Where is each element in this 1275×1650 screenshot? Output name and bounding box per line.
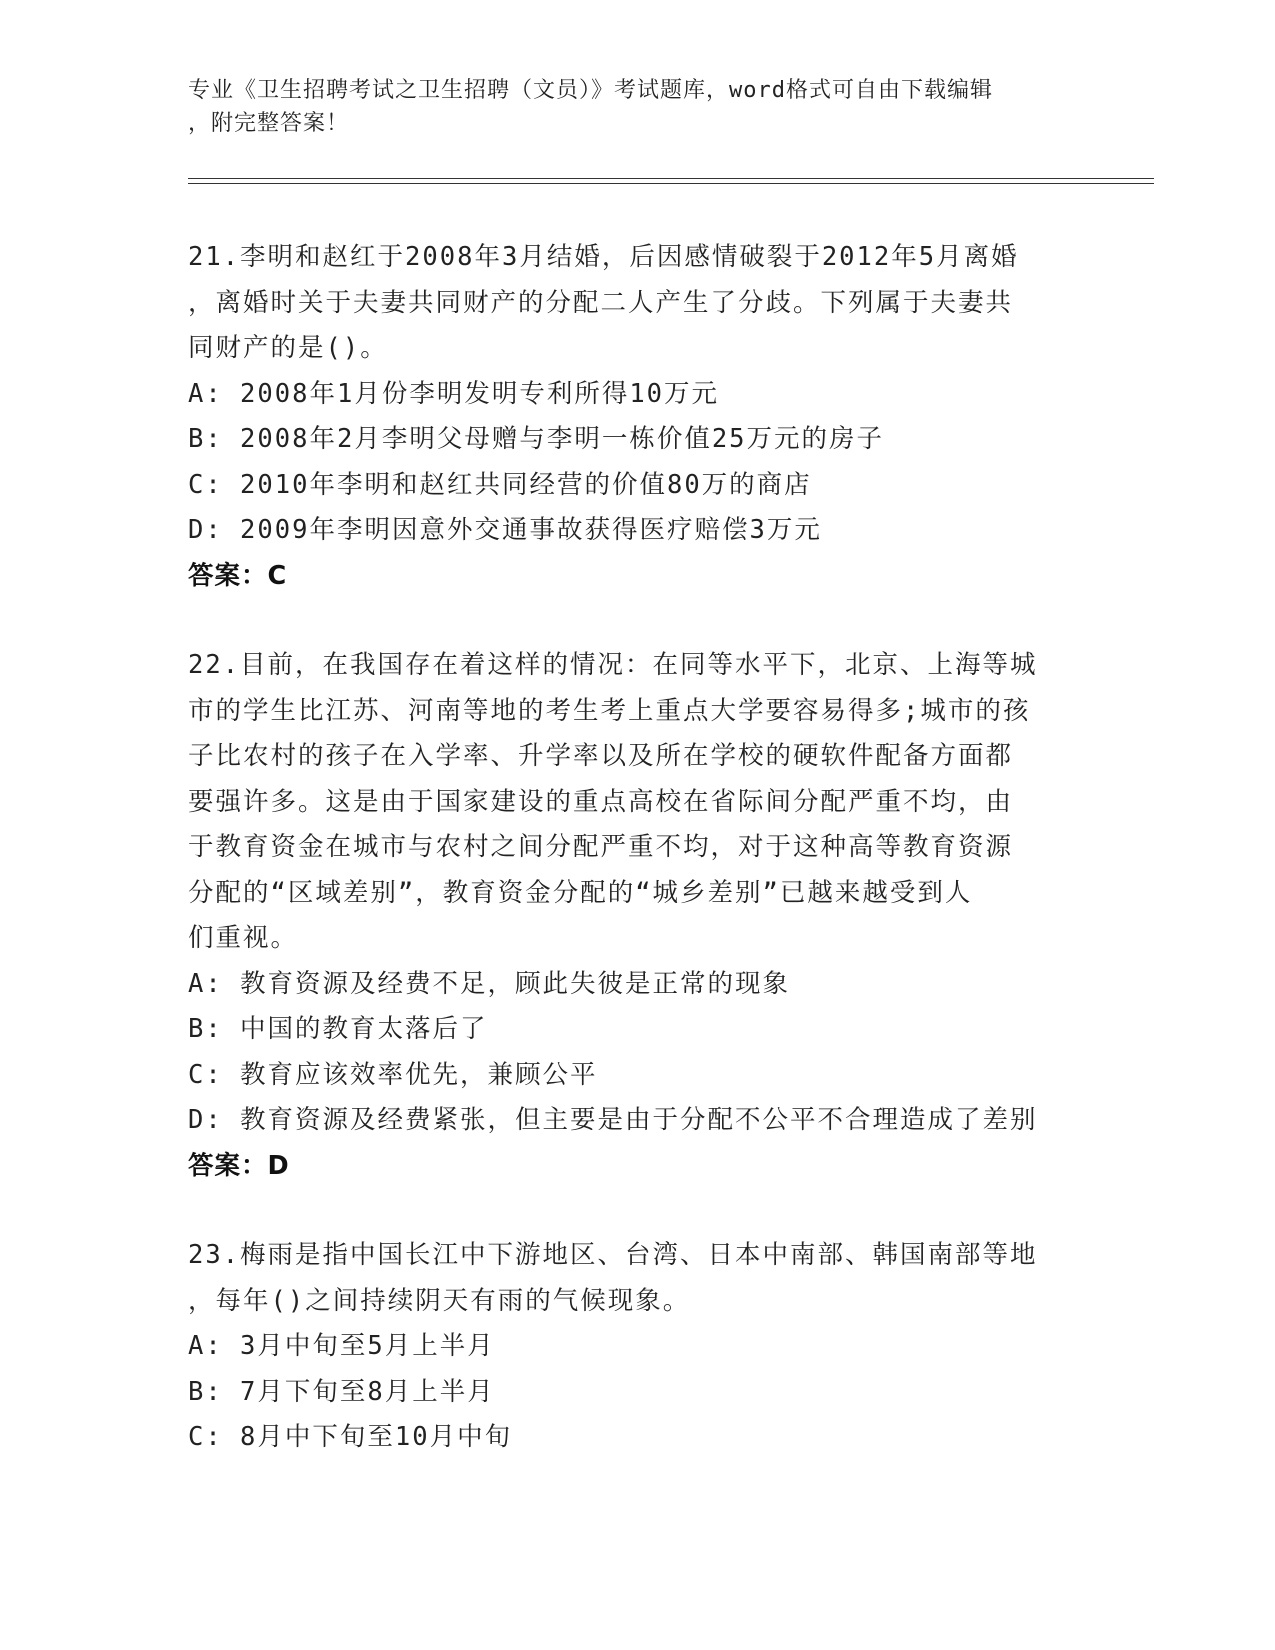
stem-line: ，每年()之间持续阴天有雨的气候现象。 [188, 1285, 691, 1316]
option-a: A: 3月中旬至5月上半月 [188, 1331, 495, 1361]
header-title-line-1: 专业《卫生招聘考试之卫生招聘（文员）》考试题库，word格式可自由下载编辑 [188, 78, 993, 103]
header-divider-top [188, 178, 1154, 179]
option-b: B: 中国的教育太落后了 [188, 1014, 488, 1044]
document-header [188, 74, 1088, 140]
stem-line: 分配的“区域差别”，教育资金分配的“城乡差别”已越来越受到人 [188, 877, 973, 908]
stem-line: ，离婚时关于夫妻共同财产的分配二人产生了分歧。下列属于夫妻共 [188, 287, 1014, 318]
option-b: B: 7月下旬至8月上半月 [188, 1376, 495, 1407]
stem-line: 21.李明和赵红于2008年3月结婚，后因感情破裂于2012年5月离婚 [188, 242, 1019, 272]
stem-line: 市的学生比江苏、河南等地的考生考上重点大学要容易得多;城市的孩 [188, 695, 1031, 726]
header-title-line-2: ，附完整答案！ [188, 111, 350, 136]
stem-line: 同财产的是()。 [188, 333, 388, 363]
question-21 [188, 235, 1088, 599]
stem-line: 子比农村的孩子在入学率、升学率以及所在学校的硬软件配备方面都 [188, 741, 1014, 771]
option-b: B: 2008年2月李明父母赠与李明一栋价值25万元的房子 [188, 424, 885, 454]
answer-label: 答案：D [188, 1150, 290, 1181]
question-22 [188, 643, 1088, 1189]
answer-label: 答案：C [188, 560, 288, 591]
question-23 [188, 1233, 1088, 1461]
header-divider-bottom [188, 183, 1154, 184]
question-list [188, 235, 1088, 1505]
question-stem [188, 1233, 1088, 1324]
stem-line: 要强许多。这是由于国家建设的重点高校在省际间分配严重不均，由 [188, 786, 1014, 817]
stem-line: 23.梅雨是指中国长江中下游地区、台湾、日本中南部、韩国南部等地 [188, 1240, 1038, 1270]
option-d: D: 教育资源及经费紧张，但主要是由于分配不公平不合理造成了差别 [188, 1105, 1038, 1135]
option-c: C: 8月中下旬至10月中旬 [188, 1422, 513, 1452]
option-a: A: 教育资源及经费不足，顾此失彼是正常的现象 [188, 968, 791, 999]
stem-line: 们重视。 [188, 923, 299, 953]
option-d: D: 2009年李明因意外交通事故获得医疗赔偿3万元 [188, 515, 822, 545]
option-a: A: 2008年1月份李明发明专利所得10万元 [188, 378, 720, 409]
stem-line: 于教育资金在城市与农村之间分配严重不均，对于这种高等教育资源 [188, 832, 1014, 862]
stem-line: 22.目前，在我国存在着这样的情况：在同等水平下，北京、上海等城 [188, 650, 1038, 680]
option-c: C: 2010年李明和赵红共同经营的价值80万的商店 [188, 469, 812, 500]
question-stem [188, 235, 1088, 372]
option-c: C: 教育应该效率优先，兼顾公平 [188, 1059, 598, 1090]
question-stem [188, 643, 1088, 962]
